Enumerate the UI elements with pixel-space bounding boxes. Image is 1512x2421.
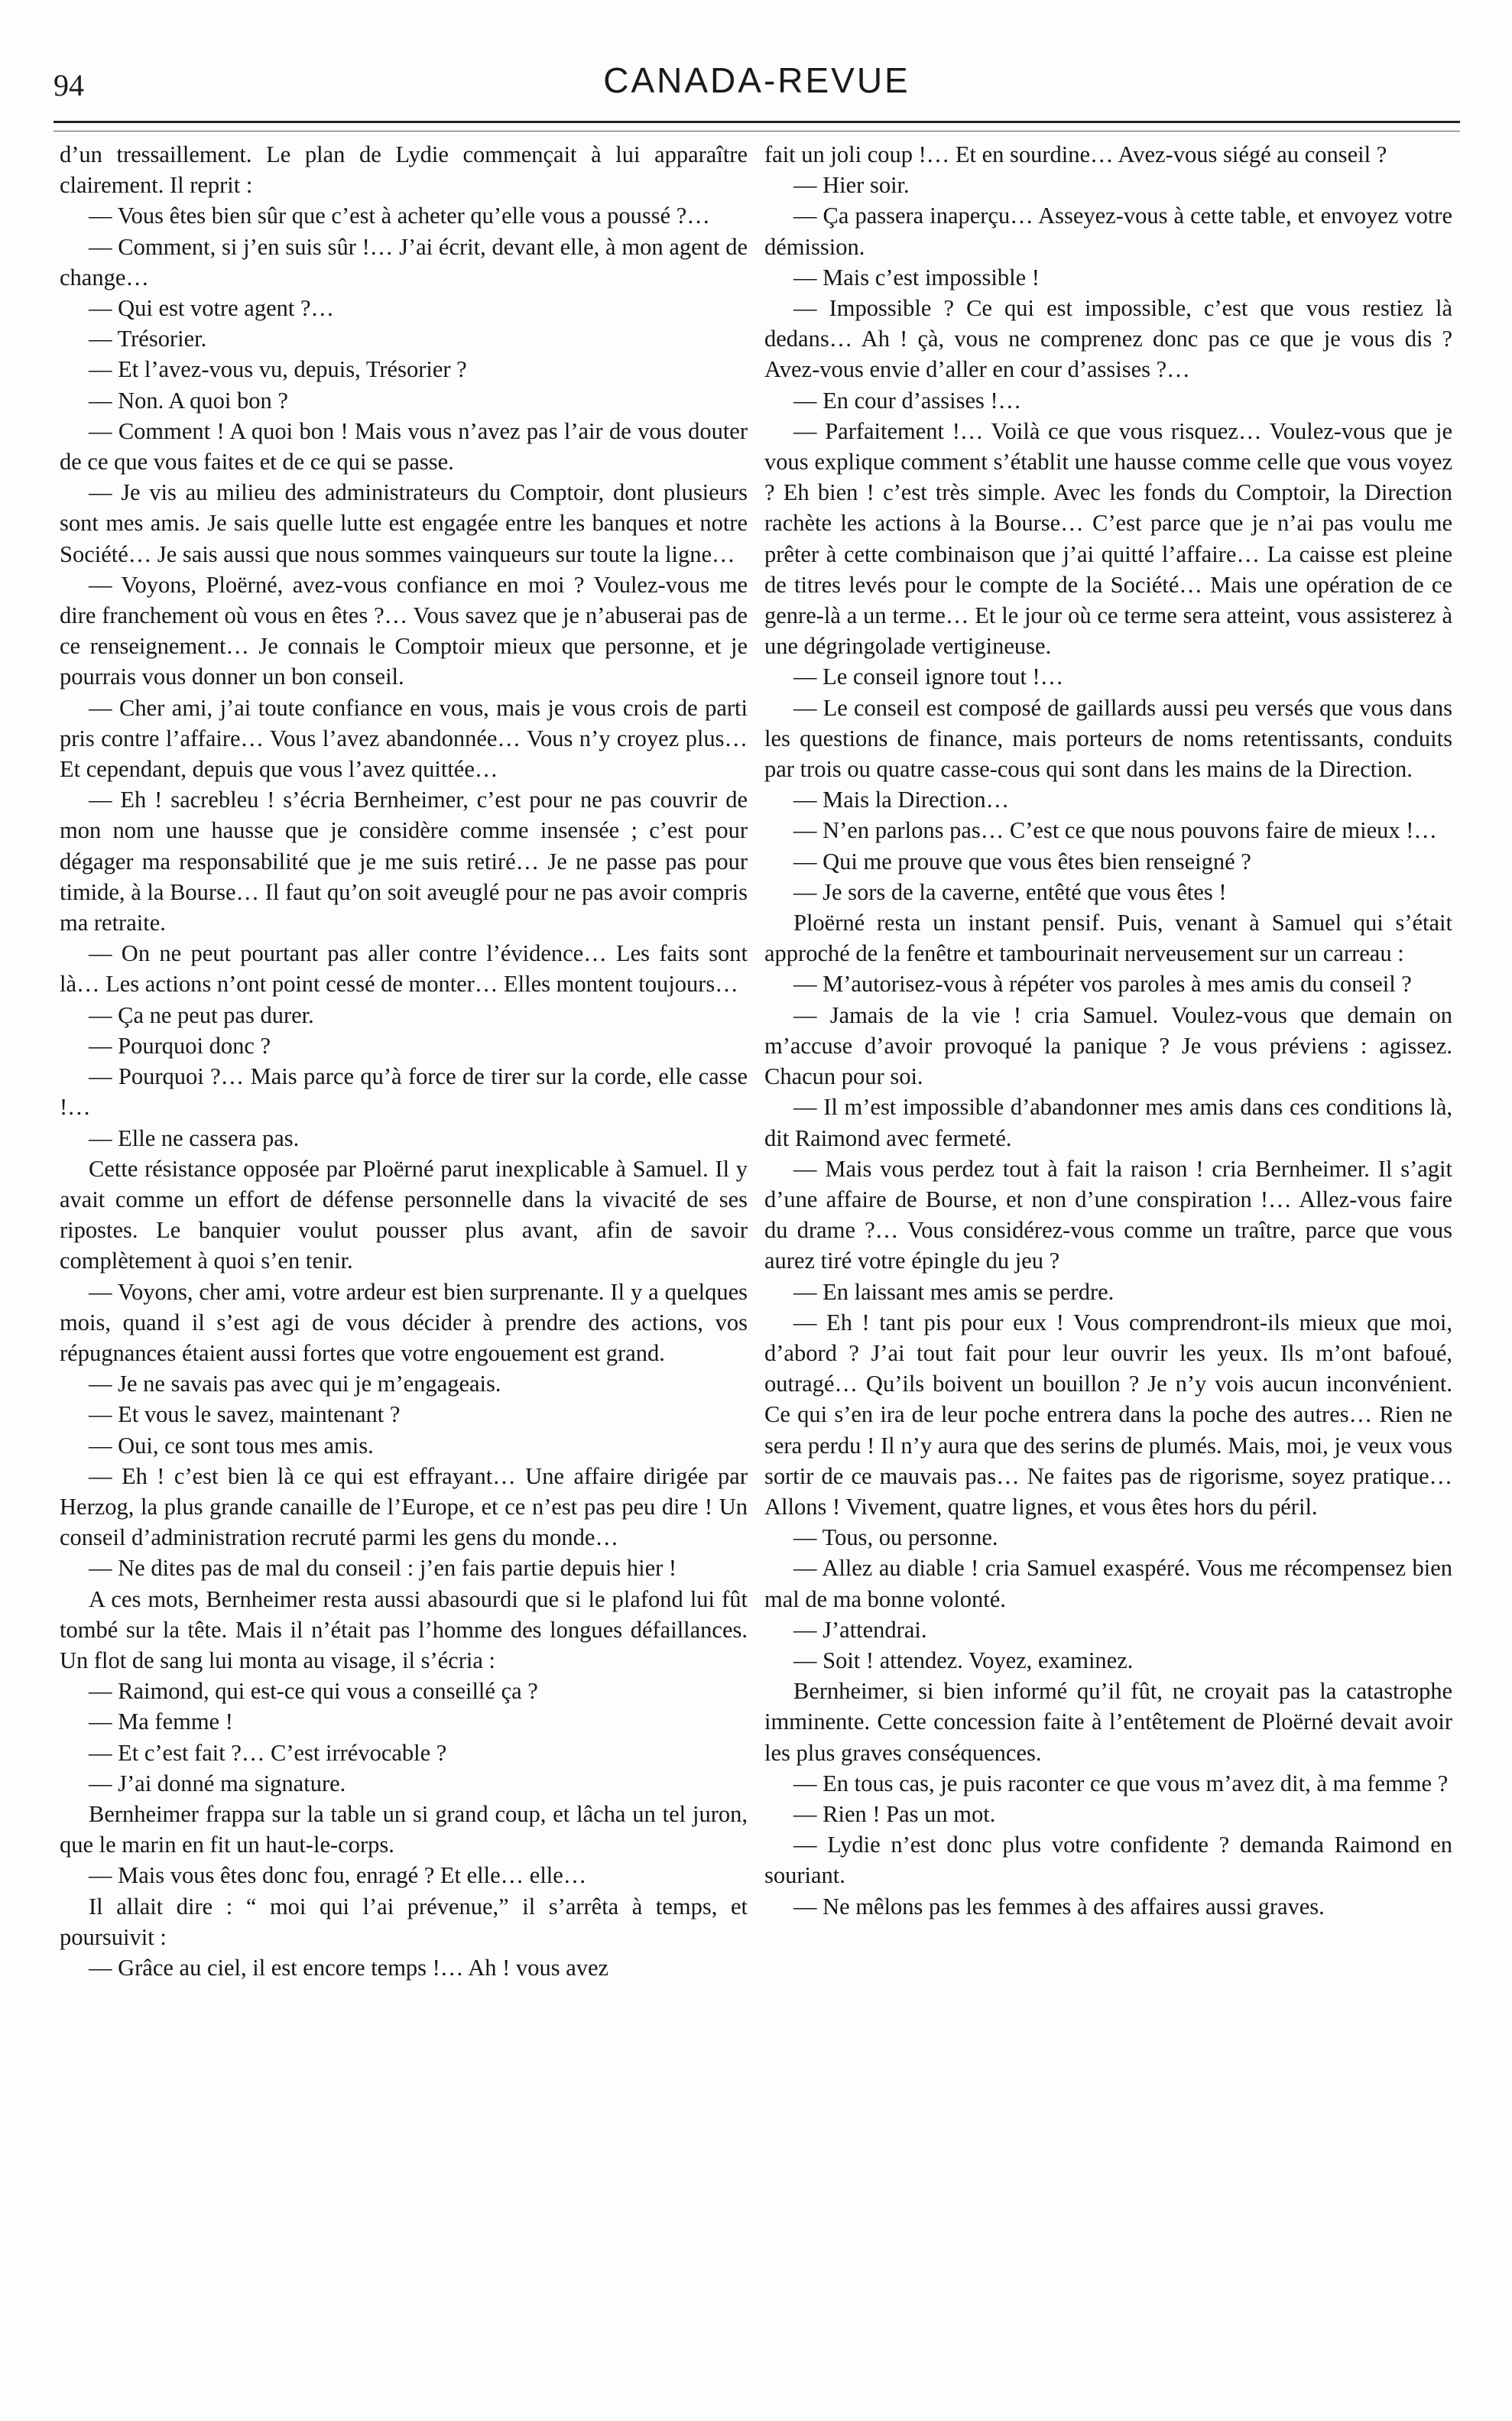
paragraph: — Vous êtes bien sûr que c’est à acheter qu’elle vous a poussé ?…	[89, 203, 710, 229]
paragraph: Bernheimer frappa sur la table un si grand coup, et lâcha un tel juron, que le marin en fit un haut-le-corps.	[60, 1800, 748, 1858]
paragraph: d’un tressaillement. Le plan de Lydie commençait à lui apparaître clairement. Il reprit :	[60, 141, 748, 199]
paragraph: — Comment ! A quoi bon ! Mais vous n’avez pas l’air de vous douter de ce que vous faites et de ce qui se passe.	[60, 417, 748, 475]
paragraph: Cette résistance opposée par Ploërné parut inexplicable à Samuel. Il y avait comme un effort de défense personnelle dans la vivacité de ses ripostes. Le banquier voulut pousser plus avant, afin de savoir complètement à quoi s’en tenir.	[60, 1155, 748, 1274]
paragraph: — M’autorisez-vous à répéter vos paroles à mes amis du conseil ?	[793, 971, 1412, 998]
paragraph: fait un joli coup !… Et en sourdine… Avez-vous siégé au conseil ?	[764, 141, 1387, 167]
paragraph: — Voyons, Ploërné, avez-vous confiance en moi ? Voulez-vous me dire franchement où vous en êtes ?… Vous savez que je n’abuserai pas de ce renseignement… Je connais le Comptoir mieux que personne, et je pourrais vous donner un bon conseil.	[60, 571, 748, 690]
paragraph: — Ma femme !	[89, 1709, 233, 1735]
right-column	[764, 139, 1452, 2371]
paragraph: — Pourquoi donc ?	[89, 1032, 271, 1059]
paragraph: — Et l’avez-vous vu, depuis, Trésorier ?	[89, 356, 467, 383]
paragraph: — Je vis au milieu des administrateurs du Comptoir, dont plusieurs sont mes amis. Je sais quelle lutte est engagée entre les banques et notre Société… Je sais aussi que nous sommes vainqueurs sur toute la ligne…	[60, 479, 748, 567]
paragraph: — Trésorier.	[89, 326, 207, 352]
paragraph: — Eh ! c’est bien là ce qui est effrayant… Une affaire dirigée par Herzog, la plus grande canaille de l’Europe, et ce n’est pas peu dire ! Un conseil d’administration recruté parmi les gens du monde…	[60, 1462, 748, 1551]
paragraph: — Il m’est impossible d’abandonner mes amis dans ces conditions là, dit Raimond avec fermeté.	[764, 1094, 1452, 1151]
paragraph: — Eh ! sacrebleu ! s’écria Bernheimer, c’est pour ne pas couvrir de mon nom une hausse que je considère comme insensée ; c’est pour dégager ma responsabilité que je me suis retiré… Je ne passe pas pour timide, à la Bourse… Il faut qu’on soit aveuglé pour ne pas avoir compris ma retraite.	[60, 787, 748, 936]
paragraph: Bernheimer, si bien informé qu’il fût, ne croyait pas la catastrophe imminente. Cette concession faite à l’entêtement de Ploërné devait avoir les plus graves conséquences.	[764, 1678, 1452, 1766]
paragraph: — Grâce au ciel, il est encore temps !… Ah ! vous avez	[89, 1954, 609, 1981]
paragraph: — Tous, ou personne.	[793, 1524, 998, 1551]
paragraph: — Mais vous êtes donc fou, enragé ? Et elle… elle…	[89, 1862, 587, 1889]
paragraph: — Qui est votre agent ?…	[89, 295, 335, 322]
paragraph: — Ça ne peut pas durer.	[89, 1001, 314, 1028]
paragraph: — En laissant mes amis se perdre.	[793, 1278, 1115, 1305]
paragraph: — En cour d’assises !…	[793, 387, 1022, 414]
paragraph: — Impossible ? Ce qui est impossible, c’est que vous restiez là dedans… Ah ! çà, vous ne comprenez donc pas ce que je vous dis ? Avez-vous envie d’aller en cour d’assises ?…	[764, 295, 1452, 383]
paragraph: — Ne mêlons pas les femmes à des affaires aussi graves.	[793, 1893, 1325, 1920]
paragraph: — Rien ! Pas un mot.	[793, 1800, 996, 1827]
paragraph: — Voyons, cher ami, votre ardeur est bien surprenante. Il y a quelques mois, quand il s’est agi de vous décider à prendre des actions, vos répugnances étaient aussi fortes que votre engouement est grand.	[60, 1278, 748, 1366]
paragraph: — Je ne savais pas avec qui je m’engageais.	[89, 1371, 501, 1397]
paragraph: — Eh ! tant pis pour eux ! Vous comprendront-ils mieux que moi, d’abord ? J’ai tout fait pour leur ouvrir les yeux. Ils m’ont bafoué, outragé… Qu’ils boivent un bouillon ? Je n’y vois aucun inconvénient. Ce qui s’en ira de leur poche entrera dans la poche des autres… Rien ne sera perdu ! Il n’y aura que des serins de plumés. Mais, moi, je veux vous sortir de ce mauvais pas… Ne faites pas de rigorisme, soyez pratique… Allons ! Vivement, quatre lignes, et vous êtes hors du péril.	[764, 1309, 1452, 1520]
paragraph: — Parfaitement !… Voilà ce que vous risquez… Voulez-vous que je vous explique comment s’établit une hausse comme celle que vous voyez ? Eh bien ! c’est très simple. Avec les fonds du Comptoir, la Direction rachète les actions à la Bourse… C’est parce que je n’ai pas voulu me prêter à cette combinaison que j’ai quitté l’affaire… La caisse est pleine de titres levés pour le compte de la Société… Mais une opération de ce genre-là a un terme… Et le jour où ce terme sera atteint, vous assisterez à une dégringolade vertigineuse.	[764, 417, 1452, 660]
page-number: 94	[54, 68, 84, 102]
paragraph: — Je sors de la caverne, entêté que vous êtes !	[793, 878, 1227, 905]
paragraph: — Et c’est fait ?… C’est irrévocable ?	[89, 1739, 447, 1766]
paragraph: Il allait dire : “ moi qui l’ai prévenue,” il s’arrêta à temps, et poursuivit :	[60, 1893, 748, 1950]
paragraph: — Qui me prouve que vous êtes bien renseigné ?	[793, 848, 1251, 875]
paragraph: — Soit ! attendez. Voyez, examinez.	[793, 1647, 1134, 1673]
paragraph: — Allez au diable ! cria Samuel exaspéré. Vous me récompensez bien mal de ma bonne volonté.	[764, 1555, 1452, 1612]
journal-title: CANADA-REVUE	[603, 60, 910, 100]
paragraph: — Mais c’est impossible !	[793, 264, 1040, 290]
paragraph: — Comment, si j’en suis sûr !… J’ai écrit, devant elle, à mon agent de change…	[60, 233, 748, 290]
paragraph: — Le conseil ignore tout !…	[793, 664, 1064, 690]
paragraph: — Mais vous perdez tout à fait la raison ! cria Bernheimer. Il s’agit d’une affaire de Bourse, et non d’une conspiration !… Allez-vous faire du drame ?… Vous considérez-vous comme un traître, parce que vous aurez tiré votre épingle du jeu ?	[764, 1155, 1452, 1274]
paragraph: — Le conseil est composé de gaillards aussi peu versés que vous dans les questions de finance, mais porteurs de noms retentissants, conduits par trois ou quatre casse-cous qui sont dans les mains de la Direction.	[764, 694, 1452, 783]
paragraph: — N’en parlons pas… C’est ce que nous pouvons faire de mieux !…	[793, 817, 1437, 844]
paragraph: — Cher ami, j’ai toute confiance en vous, mais je vous crois de parti pris contre l’affaire… Vous l’avez abandonnée… Vous n’y croyez plus… Et cependant, depuis que vous l’avez quittée…	[60, 694, 748, 783]
page-header	[54, 60, 1460, 121]
header-rule	[54, 121, 1460, 131]
paragraph: — Et vous le savez, maintenant ?	[89, 1401, 401, 1428]
paragraph: — Lydie n’est donc plus votre confidente ? demanda Raimond en souriant.	[764, 1832, 1452, 1889]
paragraph: — J’attendrai.	[793, 1616, 927, 1643]
paragraph: — On ne peut pourtant pas aller contre l’évidence… Les faits sont là… Les actions n’ont point cessé de monter… Elles montent toujours…	[60, 940, 748, 998]
paragraph: — Ne dites pas de mal du conseil : j’en fais partie depuis hier !	[89, 1555, 677, 1582]
paragraph: A ces mots, Bernheimer resta aussi abasourdi que si le plafond lui fût tombé sur la tête. Mais il n’était pas l’homme des longues défaillances. Un flot de sang lui monta au visage, il s’écria :	[60, 1585, 748, 1673]
paragraph: Ploërné resta un instant pensif. Puis, venant à Samuel qui s’était approché de la fenêtre et tambourinait nerveusement sur un carreau :	[764, 910, 1452, 967]
paragraph: — Jamais de la vie ! cria Samuel. Voulez-vous que demain on m’accuse d’avoir provoqué la panique ? Je vous préviens : agissez. Chacun pour soi.	[764, 1001, 1452, 1090]
left-column	[60, 139, 748, 2371]
paragraph: — Mais la Direction…	[793, 787, 1010, 813]
paragraph: — Non. A quoi bon ?	[89, 387, 288, 414]
paragraph: — Elle ne cassera pas.	[89, 1124, 300, 1151]
paragraph: — Oui, ce sont tous mes amis.	[89, 1432, 374, 1459]
paragraph: — En tous cas, je puis raconter ce que vous m’avez dit, à ma femme ?	[793, 1770, 1449, 1796]
paragraph: — Ça passera inaperçu… Asseyez-vous à cette table, et envoyez votre démission.	[764, 203, 1452, 260]
paragraph: — Pourquoi ?… Mais parce qu’à force de tirer sur la corde, elle casse !…	[60, 1063, 748, 1121]
paragraph: — Raimond, qui est-ce qui vous a conseillé ça ?	[89, 1678, 538, 1705]
paragraph: — J’ai donné ma signature.	[89, 1770, 346, 1796]
paragraph: — Hier soir.	[793, 172, 910, 199]
